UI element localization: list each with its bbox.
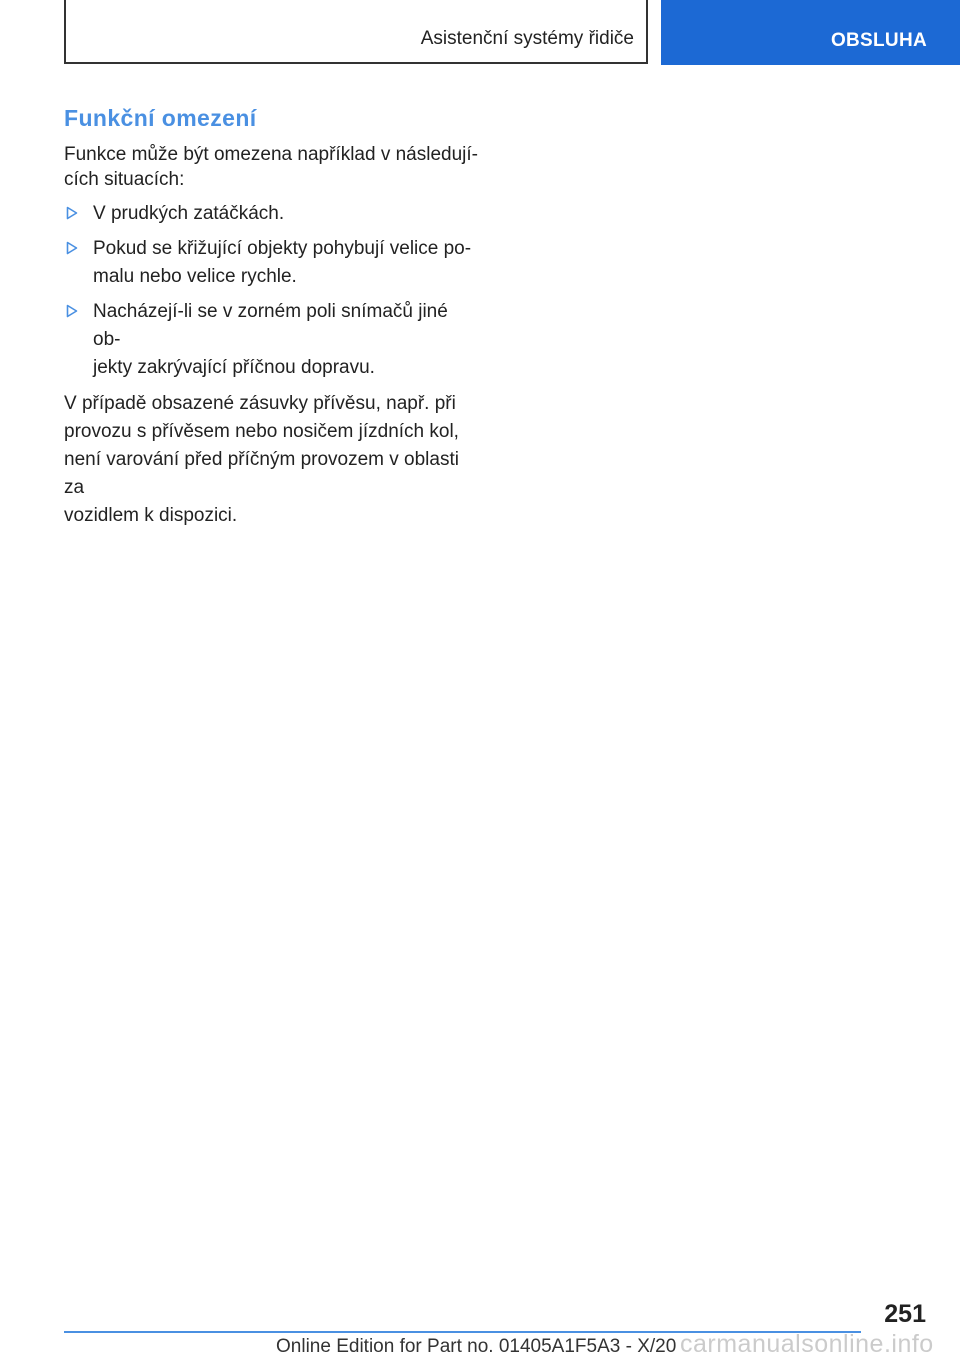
triangle-right-icon <box>66 304 78 318</box>
chapter-title: Asistenční systémy řidiče <box>420 28 634 49</box>
triangle-right-icon <box>66 241 78 255</box>
list-item <box>64 298 480 382</box>
header-chapter-box <box>64 0 648 64</box>
intro-paragraph: Funkce může být omezena například v následují‐ cích situacích: <box>64 144 478 190</box>
list-item <box>64 200 480 228</box>
list-item-text: Nacházejí-li se v zorném poli snímačů jiné ob‐ jekty zakrývající příčnou dopravu. <box>93 301 448 378</box>
list-item-text: V prudkých zatáčkách. <box>93 203 285 224</box>
page-number: 251 <box>884 1300 926 1328</box>
main-content <box>64 102 480 530</box>
edition-text: Online Edition for Part no. 01405A1F5A3 - X/20 <box>276 1336 677 1357</box>
section-heading: Funkční omezení <box>64 105 257 131</box>
section-tab-label: OBSLUHA <box>830 30 927 51</box>
list-item-text: Pokud se křižující objekty pohybují velice po‐ malu nebo velice rychle. <box>93 238 472 287</box>
closing-paragraph: V případě obsazené zásuvky přívěsu, např. při provozu s přívěsem nebo nosičem jízdních kol, není varování před příčným provozem v oblasti za vozidlem k dispozici. <box>64 393 459 526</box>
watermark: carmanualsonline.info <box>680 1330 934 1358</box>
limitation-list <box>64 200 480 382</box>
section-tab <box>661 0 960 65</box>
triangle-right-icon <box>66 206 78 220</box>
list-item <box>64 235 480 291</box>
